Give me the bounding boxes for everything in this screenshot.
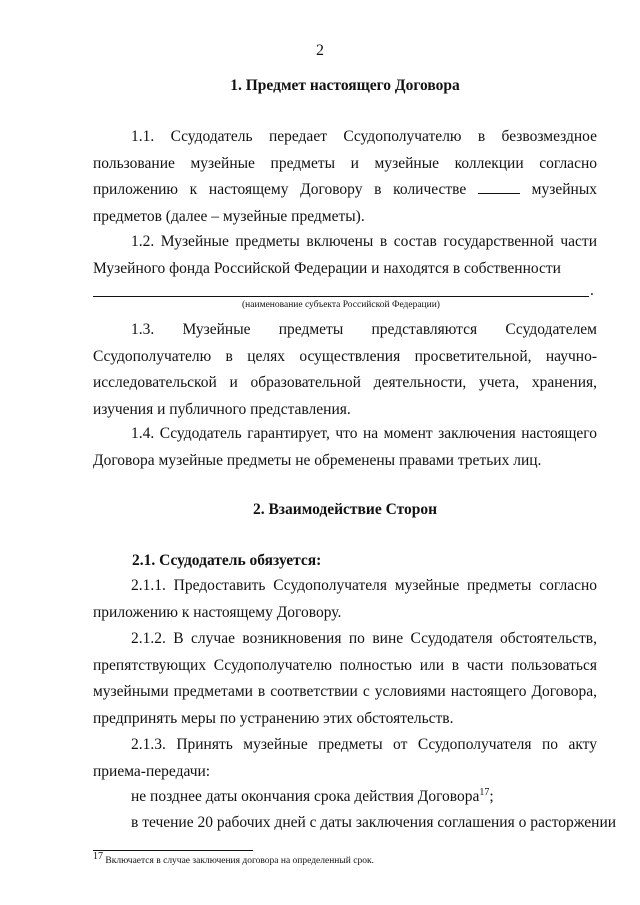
paragraph-1-1-tail: музейных предметов (далее – музейные предметы). (93, 181, 597, 225)
paragraph-1-4: 1.4. Ссудодатель гарантирует, что на момент заключения настоящего Договора музейные предметы не обременены правами третьих лиц. (93, 425, 597, 469)
section-1-title: 1. Предмет настоящего Договора (230, 77, 460, 94)
paragraph-1-2: 1.2. Музейные предметы включены в состав государственной части Музейного фонда Российской Федерации и находятся в собственности (93, 233, 597, 277)
list-item-1-text: не позднее даты окончания срока действия Договора (131, 788, 480, 805)
footnote-mark: 17 (93, 850, 103, 862)
section-2-title: 2. Взаимодействие Сторон (252, 501, 438, 518)
footnote-ref: 17 (479, 786, 490, 798)
quantity-blank (478, 181, 520, 194)
fill-line (93, 296, 589, 297)
paragraph-2-1-2: 2.1.2. В случае возникновения по вине Ссудодателя обстоятельств, препятствующих Ссудополучателю полностью или в части пользоваться музейными предметами в соответствии с условиями настоящего Договора, предпринять меры по устранению этих обстоятельств. (93, 630, 597, 727)
page-number: 2 (316, 42, 324, 59)
paragraph-1-1 (93, 124, 597, 230)
footnote-separator (93, 850, 253, 851)
paragraph-1-1-text: 1.1. Ссудодатель передает Ссудополучателю в безвозмездное пользование музейные предметы и музейные коллекции согласно приложению к настоящему Договору в количестве (93, 128, 597, 198)
footnote-text: Включается в случае заключения договора на определенный срок. (103, 856, 374, 866)
paragraph-2-1-3: 2.1.3. Принять музейные предметы от Ссудополучателя по акту приема-передачи: (93, 736, 597, 780)
list-item-1 (93, 784, 597, 811)
list-item-2: в течение 20 рабочих дней с даты заключения соглашения о расторжении (131, 814, 617, 831)
list-item-1-tail: ; (489, 788, 494, 805)
paragraph-2-1-1: 2.1.1. Предоставить Ссудополучателя музейные предметы согласно приложению к настоящему Договору. (93, 577, 597, 621)
footnote (93, 850, 374, 866)
fill-line-caption: (наименование субъекта Российской Федерации) (242, 300, 440, 310)
subsection-2-1-title: 2.1. Ссудодатель обязуется: (132, 552, 322, 569)
paragraph-1-3: 1.3. Музейные предметы представляются Ссудодателем Ссудополучателю в целях осуществления просветительной, научно-исследовательской и образовательной деятельности, учета, хранения, изучения и публичного представления. (93, 321, 597, 418)
fill-line-dot: . (590, 282, 594, 299)
